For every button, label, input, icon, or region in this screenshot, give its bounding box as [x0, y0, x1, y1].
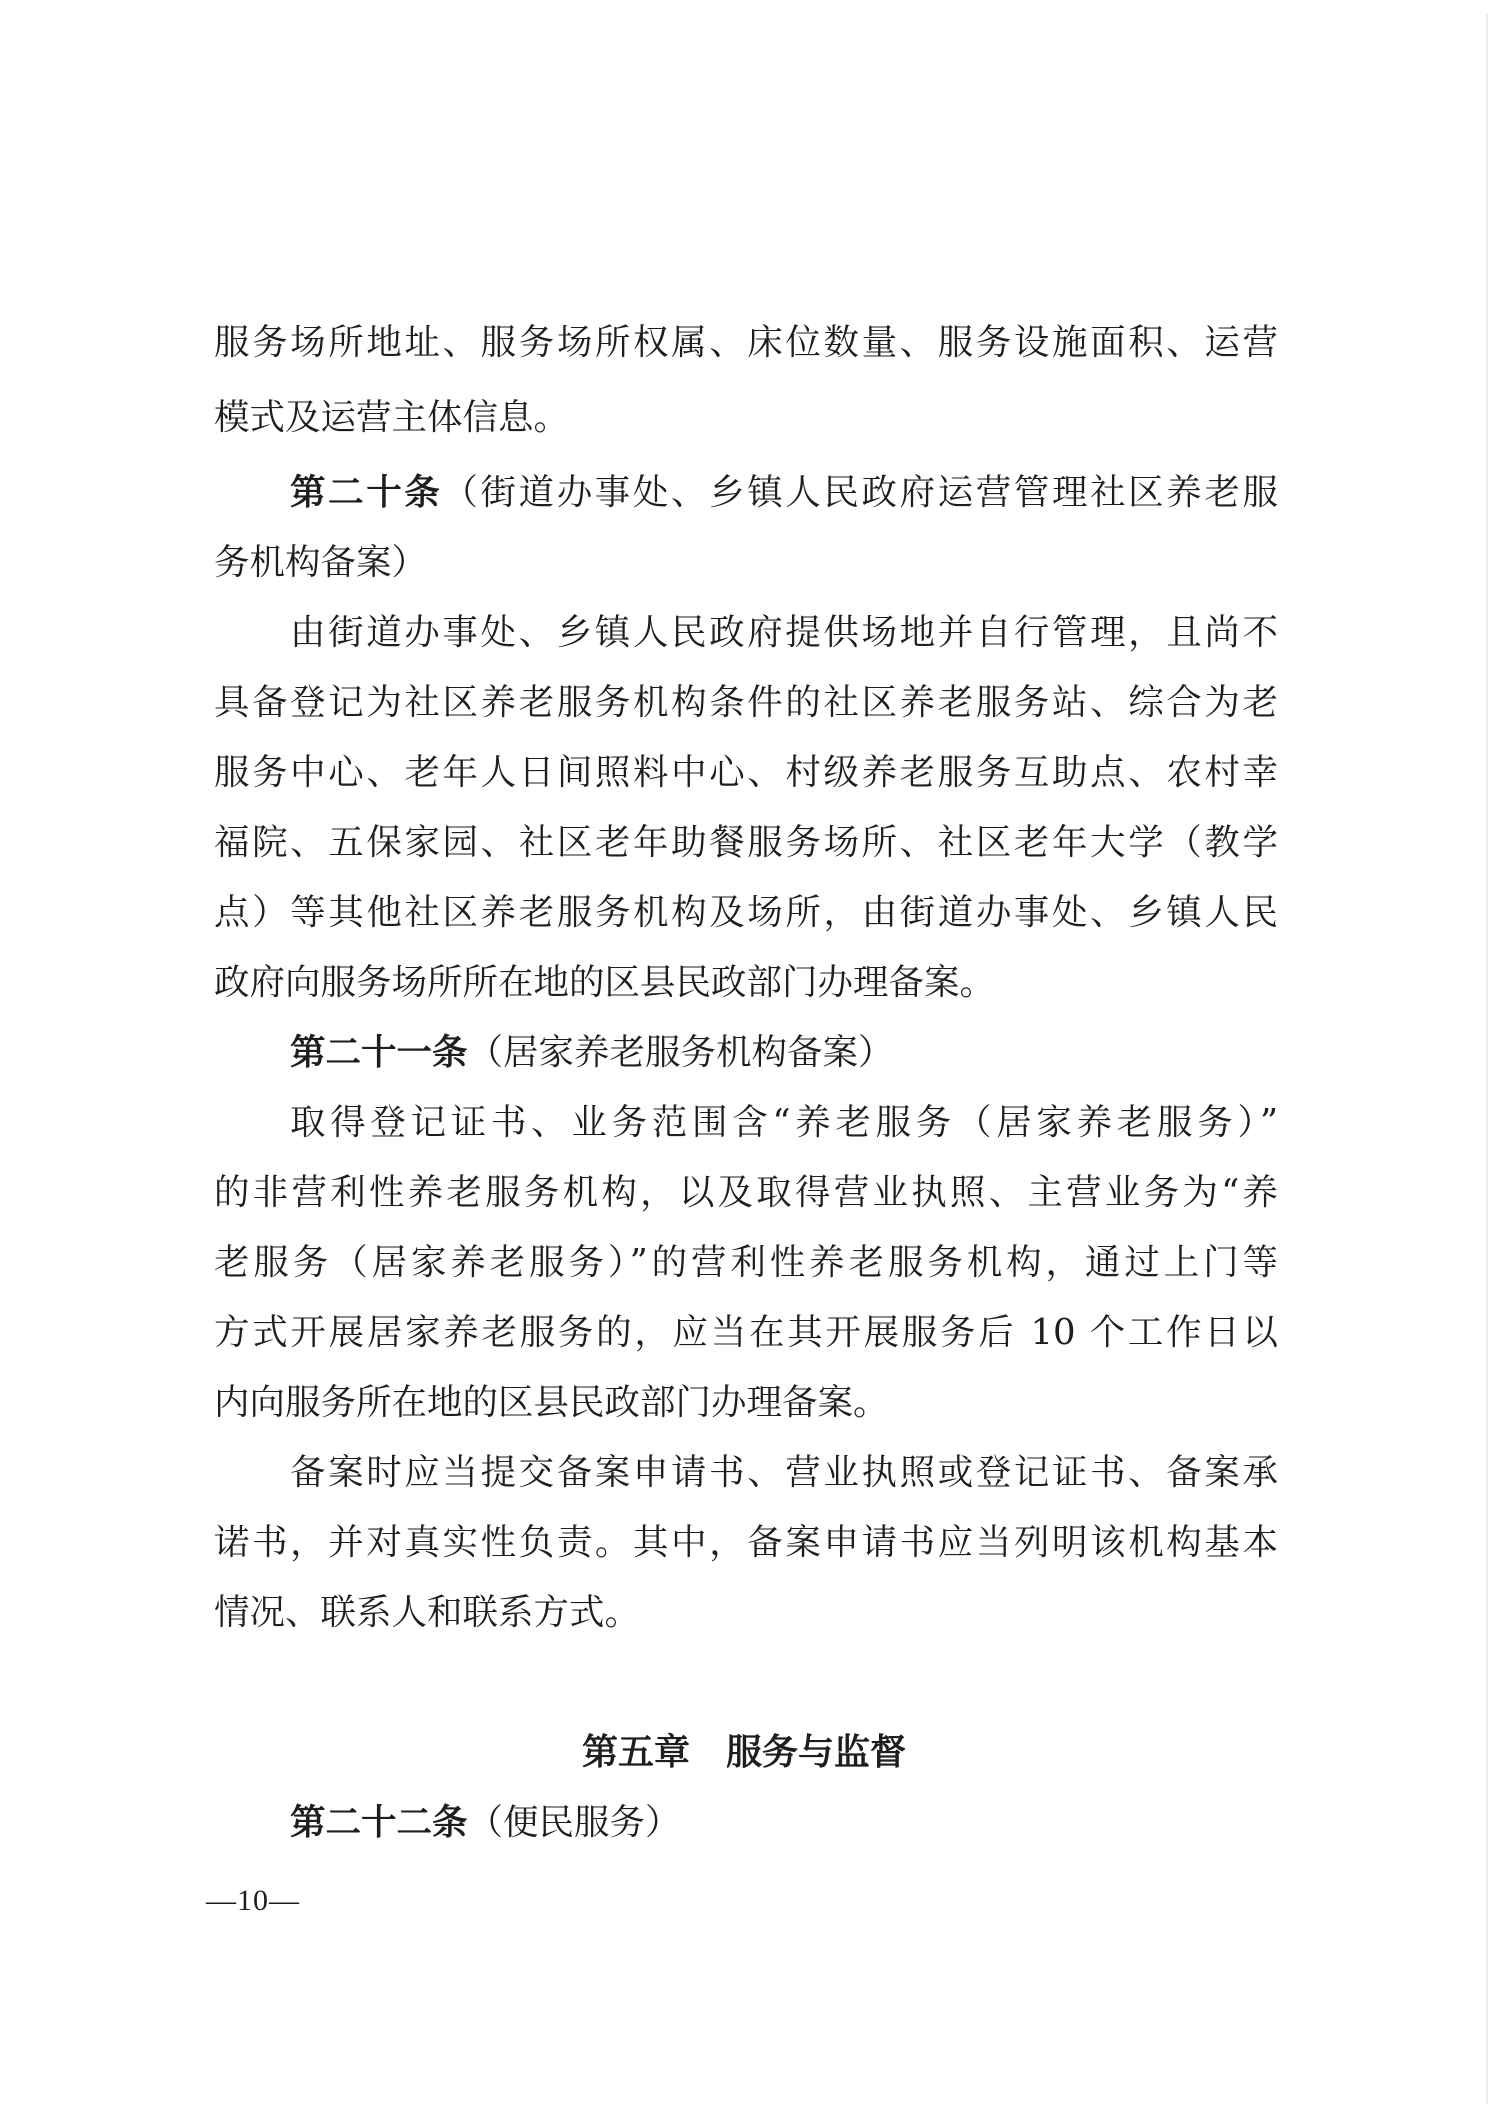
- article-22-heading: [290, 1803, 1278, 1843]
- article-22-title: 第二十二条: [290, 1802, 468, 1843]
- article-22-subtitle: （便民服务）: [467, 1802, 681, 1843]
- body-line: 模式及运营主体信息。: [214, 397, 570, 438]
- body-line: 政府向服务场所所在地的区县民政部门办理备案。: [214, 962, 996, 1003]
- body-line: 情况、联系人和联系方式。: [214, 1592, 641, 1633]
- body-line: 取得登记证书、业务范围含“养老服务（居家养老服务）”: [290, 1102, 1278, 1143]
- body-line: 内向服务所在地的区县民政部门办理备案。: [214, 1382, 889, 1423]
- body-line: 的非营利性养老服务机构，以及取得营业执照、主营业务为“养: [214, 1172, 1278, 1213]
- article-20-heading: [290, 473, 1278, 513]
- body-line: 诺书，并对真实性负责。其中，备案申请书应当列明该机构基本: [214, 1522, 1278, 1563]
- body-line: 服务场所地址、服务场所权属、床位数量、服务设施面积、运营: [214, 322, 1278, 363]
- article-20-subtitle-cont: 务机构备案）: [214, 542, 428, 583]
- article-20-title: 第二十条: [290, 472, 443, 513]
- body-line: 方式开展居家养老服务的，应当在其开展服务后 10 个工作日以: [214, 1312, 1278, 1353]
- page-number: —10—: [206, 1884, 300, 1917]
- chapter-heading: 第五章 服务与监督: [581, 1732, 906, 1773]
- body-line: 服务中心、老年人日间照料中心、村级养老服务互助点、农村幸: [214, 752, 1278, 793]
- body-line: 备案时应当提交备案申请书、营业执照或登记证书、备案承: [290, 1452, 1278, 1493]
- body-line: 老服务（居家养老服务）”的营利性养老服务机构，通过上门等: [214, 1242, 1278, 1283]
- body-line: 福院、五保家园、社区老年助餐服务场所、社区老年大学（教学: [214, 822, 1278, 863]
- article-20-subtitle: （街道办事处、乡镇人民政府运营管理社区养老服: [442, 472, 1278, 513]
- body-line: 点）等其他社区养老服务机构及场所，由街道办事处、乡镇人民: [214, 892, 1278, 933]
- body-line: 由街道办事处、乡镇人民政府提供场地并自行管理，且尚不: [290, 612, 1278, 653]
- article-21-subtitle: （居家养老服务机构备案）: [467, 1032, 894, 1073]
- article-21-title: 第二十一条: [290, 1032, 468, 1073]
- article-21-heading: [290, 1033, 1278, 1073]
- body-line: 具备登记为社区养老服务机构条件的社区养老服务站、综合为老: [214, 682, 1278, 723]
